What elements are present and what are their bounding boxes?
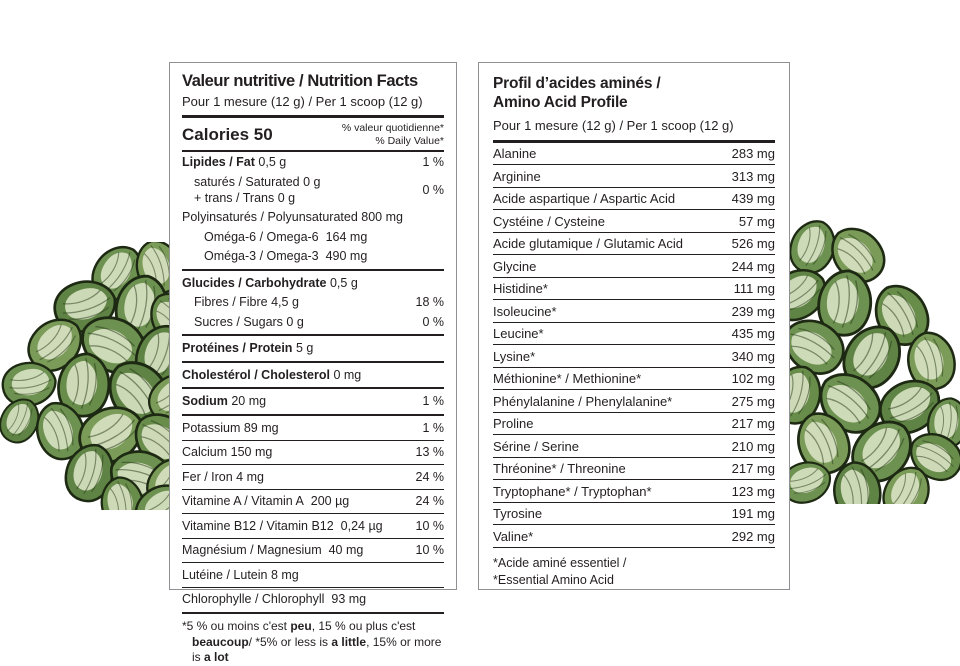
nutrient-amount: 0,5 g [258,155,287,170]
amino-acid-amount: 191 mg [731,506,775,522]
amino-serving-size: Pour 1 mesure (12 g) / Per 1 scoop (12 g) [493,117,734,133]
amino-acid-name: Cystéine / Cysteine [493,213,605,229]
amino-acid-amount: 439 mg [731,191,775,207]
amino-acid-row [493,278,775,301]
nutrient-label [182,518,383,534]
nutrient-label [182,248,367,264]
amino-acid-amount: 340 mg [731,348,775,364]
seeds-illustration-left [0,242,178,510]
amino-acid-amount: 123 mg [731,483,775,499]
daily-value-percent: 18 % [415,295,444,310]
nutrient-row [182,334,444,358]
nutrient-name: Lipides / Fat [182,155,255,170]
amino-acid-amount: 217 mg [731,416,775,432]
nutrient-row [182,292,444,312]
nutrient-row [182,414,444,438]
amino-acid-name: Glycine [493,258,537,274]
nutrient-row [182,562,444,584]
amino-acid-row [493,143,775,166]
nutrient-name: Protéines / Protein [182,341,293,356]
footnote-segment: *5 % ou moins c'est [182,618,291,633]
footnote-segment: , 15% or more is [192,634,442,665]
amino-acid-row [493,458,775,481]
amino-acid-name: Leucine* [493,326,544,342]
amino-acid-row [493,210,775,233]
nutrient-name: Sucres / Sugars 0 g [194,314,304,329]
nutrient-row [182,207,444,227]
footnote-segment: peu [290,618,312,633]
nutrient-name: Fer / Iron 4 mg [182,469,264,484]
footnote-segment: beaucoup [192,634,249,649]
amino-acid-row [493,480,775,503]
daily-value-percent: 10 % [415,543,444,558]
calories-row [182,118,444,152]
nutrient-subline: saturés / Saturated 0 g [194,174,321,189]
amino-acid-name: Phénylalanine / Phenylalanine* [493,393,673,409]
nutrition-serving-size: Pour 1 mesure (12 g) / Per 1 scoop (12 g) [182,94,423,109]
amino-acid-row [493,233,775,256]
amino-acid-row [493,413,775,436]
daily-value-header [342,122,444,147]
nutrient-name: Vitamine A / Vitamin A 200 µg [182,494,350,509]
daily-value-percent: 13 % [415,445,444,460]
nutrient-name: Sodium [182,394,228,409]
nutrient-row [182,387,444,411]
daily-value-percent: 1 % [422,155,444,170]
nutrient-amount: 20 mg [231,394,267,409]
nutrient-name: Chlorophylle / Chlorophyll 93 mg [182,592,367,607]
nutrient-row [182,246,444,266]
nutrient-name: Lutéine / Lutein 8 mg [182,567,299,582]
amino-acid-name: Thréonine* / Threonine [493,461,626,477]
nutrient-name: Potassium 89 mg [182,420,279,435]
nutrient-label [182,591,366,607]
amino-acid-rows [493,143,775,548]
amino-panel-title [493,74,775,113]
footnote-segment: / *5% or less is [248,634,332,649]
nutrient-name: Magnésium / Magnesium 40 mg [182,543,364,558]
amino-acid-row [493,345,775,368]
nutrient-label [182,229,367,245]
amino-acid-row [493,503,775,526]
nutrient-row [182,361,444,385]
nutrient-name: Oméga-3 / Omega-3 490 mg [204,249,368,264]
amino-acid-name: Acide aspartique / Aspartic Acid [493,191,676,207]
nutrient-label [182,444,272,460]
seeds-illustration-right [783,208,960,504]
amino-acid-name: Valine* [493,528,534,544]
nutrient-label [182,493,349,509]
nutrient-amount: 0,5 g [329,275,358,290]
nutrient-name: Fibres / Fibre 4,5 g [194,295,299,310]
nutrient-name: Calcium 150 mg [182,445,273,460]
amino-acid-amount: 283 mg [731,146,775,162]
amino-acid-row [493,525,775,548]
amino-footnote [493,555,775,590]
amino-acid-row [493,390,775,413]
amino-acid-amount: 210 mg [731,438,775,454]
amino-acid-name: Méthionine* / Methionine* [493,371,642,387]
nutrition-facts-panel [169,62,457,665]
nutrient-amount: 0 mg [333,367,362,382]
nutrient-label [182,209,403,225]
amino-acid-name: Acide glutamique / Glutamic Acid [493,236,684,252]
amino-footnote-en: *Essential Amino Acid [493,573,614,587]
amino-acid-row [493,435,775,458]
amino-acid-name: Sérine / Serine [493,438,579,454]
nutrition-panel-title: Valeur nutritive / Nutrition Facts [182,72,418,90]
nutrient-label [182,314,304,330]
daily-value-percent: 10 % [415,518,444,533]
amino-acid-amount: 239 mg [731,303,775,319]
nutrient-row [182,489,444,511]
amino-acid-amount: 435 mg [731,326,775,342]
nutrition-footnote [182,612,444,666]
nutrient-label [182,542,363,558]
amino-acid-name: Arginine [493,168,541,184]
nutrient-label [182,154,286,170]
daily-value-percent: 0 % [422,182,444,197]
nutrient-label [182,294,299,310]
nutrient-row [182,587,444,609]
nutrient-label [182,174,320,206]
amino-acid-amount: 275 mg [731,393,775,409]
nutrient-row [182,312,444,332]
amino-acid-amount: 111 mg [733,281,775,297]
nutrient-label [182,420,279,436]
daily-value-percent: 24 % [415,469,444,484]
nutrient-rows [182,152,444,609]
footnote-segment: a lot [204,650,229,665]
nutrient-label [182,567,299,583]
nutrient-label [182,275,358,291]
daily-value-percent: 0 % [422,314,444,329]
amino-acid-row [493,368,775,391]
amino-panel-title-en: Amino Acid Profile [493,94,628,112]
amino-acid-amount: 57 mg [738,213,775,229]
amino-acid-name: Alanine [493,146,537,162]
nutrient-row [182,172,444,208]
amino-acid-name: Tyrosine [493,506,543,522]
amino-acid-row [493,188,775,211]
nutrient-label [182,340,313,356]
nutrient-name: Vitamine B12 / Vitamin B12 0,24 µg [182,518,383,533]
amino-footnote-fr: *Acide aminé essentiel / [493,555,627,570]
amino-acid-name: Proline [493,416,534,432]
nutrient-name: Oméga-6 / Omega-6 164 mg [204,229,368,244]
amino-acid-amount: 313 mg [731,168,775,184]
nutrient-amount: 5 g [295,341,314,356]
amino-acid-amount: 526 mg [731,236,775,252]
amino-acid-name: Isoleucine* [493,303,557,319]
nutrient-label [182,393,266,409]
amino-panel-title-fr: Profil d’acides aminés / [493,75,661,92]
amino-acid-amount: 102 mg [731,371,775,387]
amino-acid-row [493,300,775,323]
nutrient-row [182,440,444,462]
amino-acid-amount: 292 mg [731,528,775,544]
footnote-segment: a little [331,634,367,649]
amino-acid-row [493,165,775,188]
daily-value-percent: 24 % [415,494,444,509]
daily-value-header-en: % Daily Value* [375,134,444,147]
daily-value-percent: 1 % [422,420,444,435]
daily-value-percent: 1 % [422,394,444,409]
amino-acid-panel [478,62,790,590]
nutrient-subline: + trans / Trans 0 g [194,190,296,205]
nutrient-label [182,469,264,485]
nutrient-row [182,269,444,293]
nutrient-name: Glucides / Carbohydrate [182,275,327,290]
amino-acid-amount: 217 mg [731,461,775,477]
calories-value: Calories 50 [182,124,273,144]
amino-acid-name: Histidine* [493,281,548,297]
nutrient-row [182,152,444,172]
amino-acid-amount: 244 mg [731,258,775,274]
nutrient-name: Cholestérol / Cholesterol [182,367,330,382]
nutrient-label [182,367,361,383]
amino-acid-row [493,255,775,278]
nutrient-row [182,538,444,560]
daily-value-header-fr: % valeur quotidienne* [341,122,444,134]
nutrient-row [182,227,444,247]
amino-acid-row [493,323,775,346]
amino-acid-name: Lysine* [493,348,536,364]
nutrient-row [182,513,444,535]
nutrient-name: Polyinsaturés / Polyunsaturated 800 mg [182,210,403,225]
nutrient-row [182,464,444,486]
amino-acid-name: Tryptophane* / Tryptophan* [493,483,652,499]
footnote-segment: , 15 % ou plus c'est [311,618,416,633]
